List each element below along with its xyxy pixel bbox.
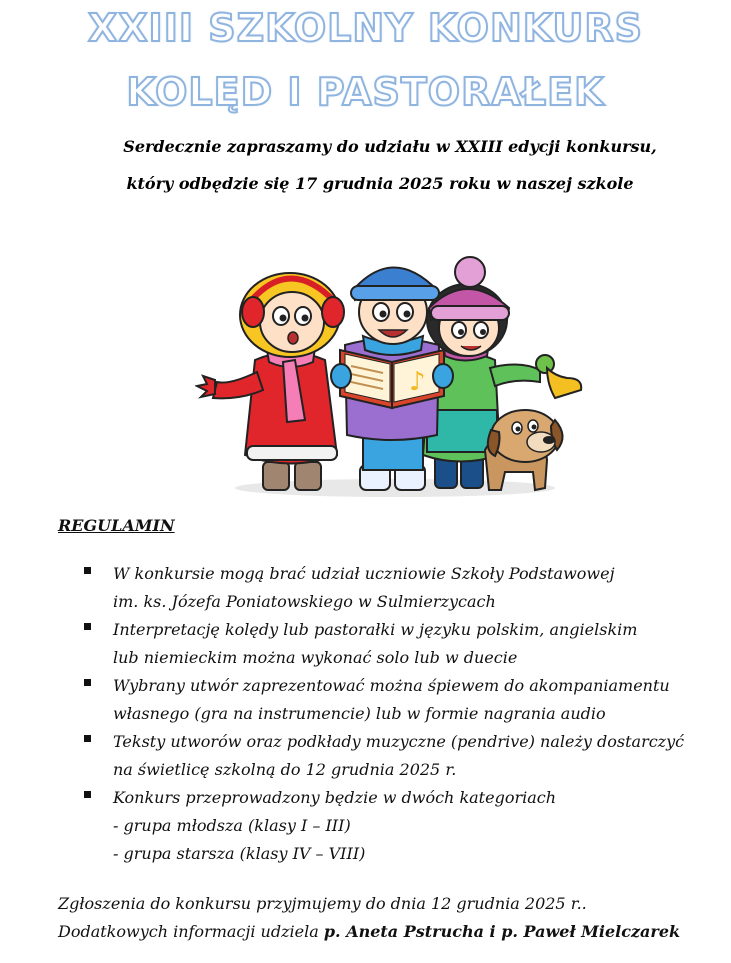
square-bullet-icon [84,623,91,630]
girl-left-figure [197,273,344,490]
rule-text-line: własnego (gra na instrumencie) lub w formie nagrania audio [113,704,606,723]
category-younger: - grupa młodsza (klasy I – III) [113,816,351,835]
title-line-1: XXIII SZKOLNY KONKURS [87,6,644,50]
rule-item [80,672,720,728]
regulamin-heading: REGULAMIN [58,516,175,535]
square-bullet-icon [84,679,91,686]
rule-item [80,616,720,672]
rule-item [80,560,720,616]
svg-text:♪: ♪ [409,367,426,397]
intro-line-2: który odbędzie się 17 grudnia 2025 roku w naszej szkole [126,174,634,193]
contact-info-prefix: Dodatkowych informacji udziela [58,922,324,941]
intro-line-1: Serdecznie zapraszamy do udziału w XXIII edycji konkursu, [123,137,657,156]
rule-text-line: lub niemieckim można wykonać solo lub w duecie [113,648,518,667]
rule-text-line: im. ks. Józefa Poniatowskiego w Sulmierzycach [113,592,496,611]
rule-text-line: Interpretację kolędy lub pastorałki w języku polskim, angielskim [113,620,638,639]
rule-item [80,728,720,784]
rule-item [80,784,720,868]
dog-figure [485,410,563,490]
registration-deadline-text: Zgłoszenia do konkursu przyjmujemy do dnia 12 grudnia 2025 r.. [58,894,587,913]
square-bullet-icon [84,567,91,574]
rules-list [80,560,720,868]
category-older: - grupa starsza (klasy IV – VIII) [113,844,366,863]
contact-names: p. Aneta Pstrucha i p. Paweł Mielczarek [323,922,681,941]
rule-text-line: Wybrany utwór zaprezentować można śpiewem do akompaniamentu [113,676,670,695]
rule-text-line: W konkursie mogą brać udział uczniowie Szkoły Podstawowej [113,564,615,583]
rule-text-line: Teksty utworów oraz podkłady muzyczne (pendrive) należy dostarczyć [113,732,685,751]
square-bullet-icon [84,735,91,742]
square-bullet-icon [84,791,91,798]
title-line-2: KOLĘD I PASTORAŁEK [126,70,605,114]
rule-text-line: Konkurs przeprowadzony będzie w dwóch kategoriach [113,788,557,807]
carol-singers-illustration [195,250,590,500]
contact-info-text [58,922,680,941]
rule-text-line: na świetlicę szkolną do 12 grudnia 2025 r. [113,760,457,779]
